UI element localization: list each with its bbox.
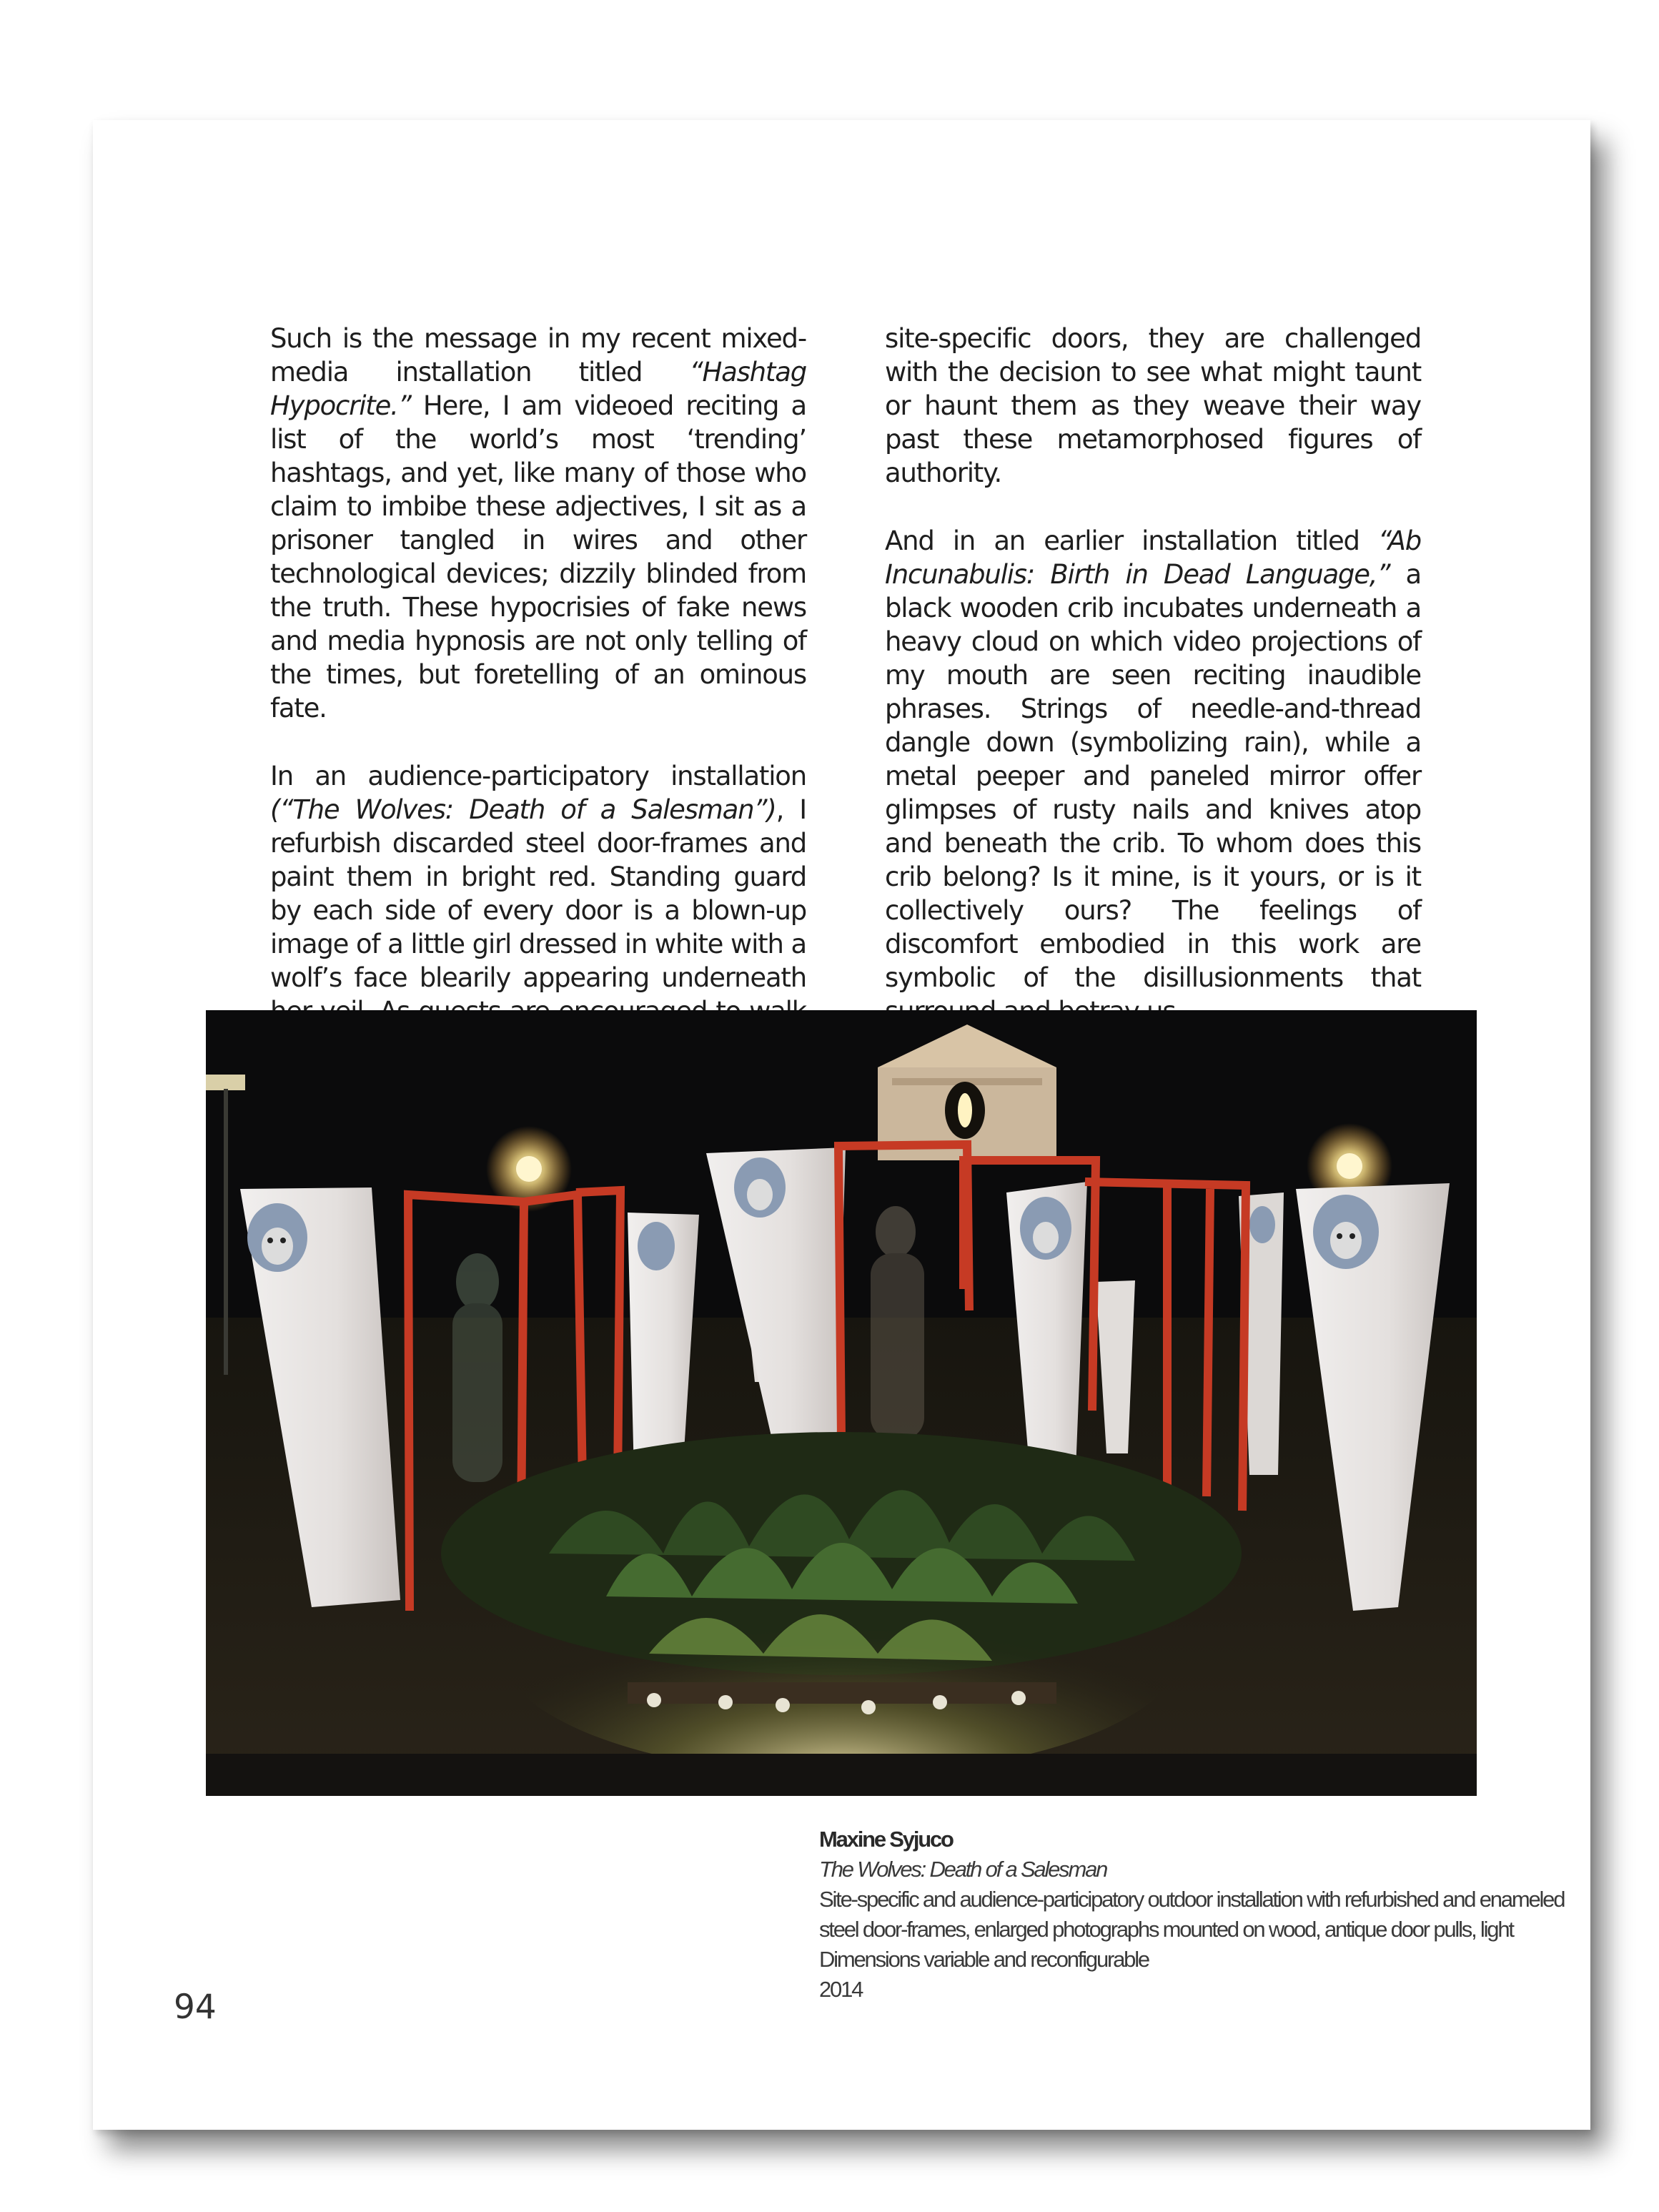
artwork-title-inline: “Hashtag Hypocrite.” (270, 357, 806, 421)
page-number: 94 (174, 1988, 217, 2027)
caption-medium: steel door-frames, enlarged photographs mounted on wood, antique door pulls, light (819, 1917, 1513, 1942)
text-column-left (270, 322, 806, 1062)
paragraph-text: And in an earlier installation titled (885, 525, 1379, 556)
caption-dimensions: Dimensions variable and reconfigurable (819, 1947, 1149, 1972)
artwork-title-inline: “Ab Incunabulis: Birth in Dead Language,” (885, 525, 1421, 590)
installation-photograph (206, 1010, 1477, 1796)
paragraph-text: site-specific doors, they are challenged with the decision to see what might taunt or haunt them as they weave their way past these metamorphosed figures of authority. (885, 323, 1421, 488)
foreground-pavement (206, 1754, 1477, 1796)
caption-medium: Site-specific and audience-participatory outdoor installation with refurbished and enameled (819, 1887, 1565, 1912)
caption-artist: Maxine Syjuco (819, 1827, 953, 1852)
paragraph-site-specific-doors (885, 322, 1421, 490)
artwork-title-inline: (“The Wolves: Death of a Salesman”) (270, 794, 776, 825)
paragraph-text: a black wooden crib incubates underneath a heavy cloud on which video projections of my mouth are seen reciting inaudible phrases. Strings of needle-and-thread dangle down (symbolizing rain), while a metal peeper and paneled mirror offer glimpses of rusty nails and knives atop and beneath the crib. To whom does this crib belong? Is it mine, is it yours, or is it collectively ours? The feelings of discomfort embodied in this work are symbolic of the disillusionments that (885, 559, 1421, 993)
paragraph-text: Such is the message in my recent mixed-media installation titled (270, 323, 806, 387)
text-column-right (885, 322, 1421, 1028)
paragraph-text: Here, I am videoed reciting a list of the world’s most ‘trending’ hashtags, and yet, like many of those who claim to imbibe these adjectives, I sit as a prisoner tangled in wires and other technological devices; dizzily blinded from the truth. These hypocrisies of fake news and media hypnosis are not only telling of the times, but foretelling of an ominous fate. (270, 390, 806, 724)
photo-caption (819, 1825, 1565, 2005)
caption-title: The Wolves: Death of a Salesman (819, 1857, 1107, 1882)
paragraph-ab-incunabulis (885, 524, 1421, 1028)
paragraph-text: In an audience-participatory installation (270, 761, 806, 791)
magazine-page (93, 120, 1590, 2130)
paragraph-text: , I refurbish discarded steel door-frames and paint them in bright red. Standing guard by each side of every door is a blown-up image of a little girl dressed in white with a wolf’s face blearily appearing underneath (270, 794, 806, 993)
paragraph-hashtag-hypocrite (270, 322, 806, 725)
caption-year: 2014 (819, 1977, 863, 2002)
